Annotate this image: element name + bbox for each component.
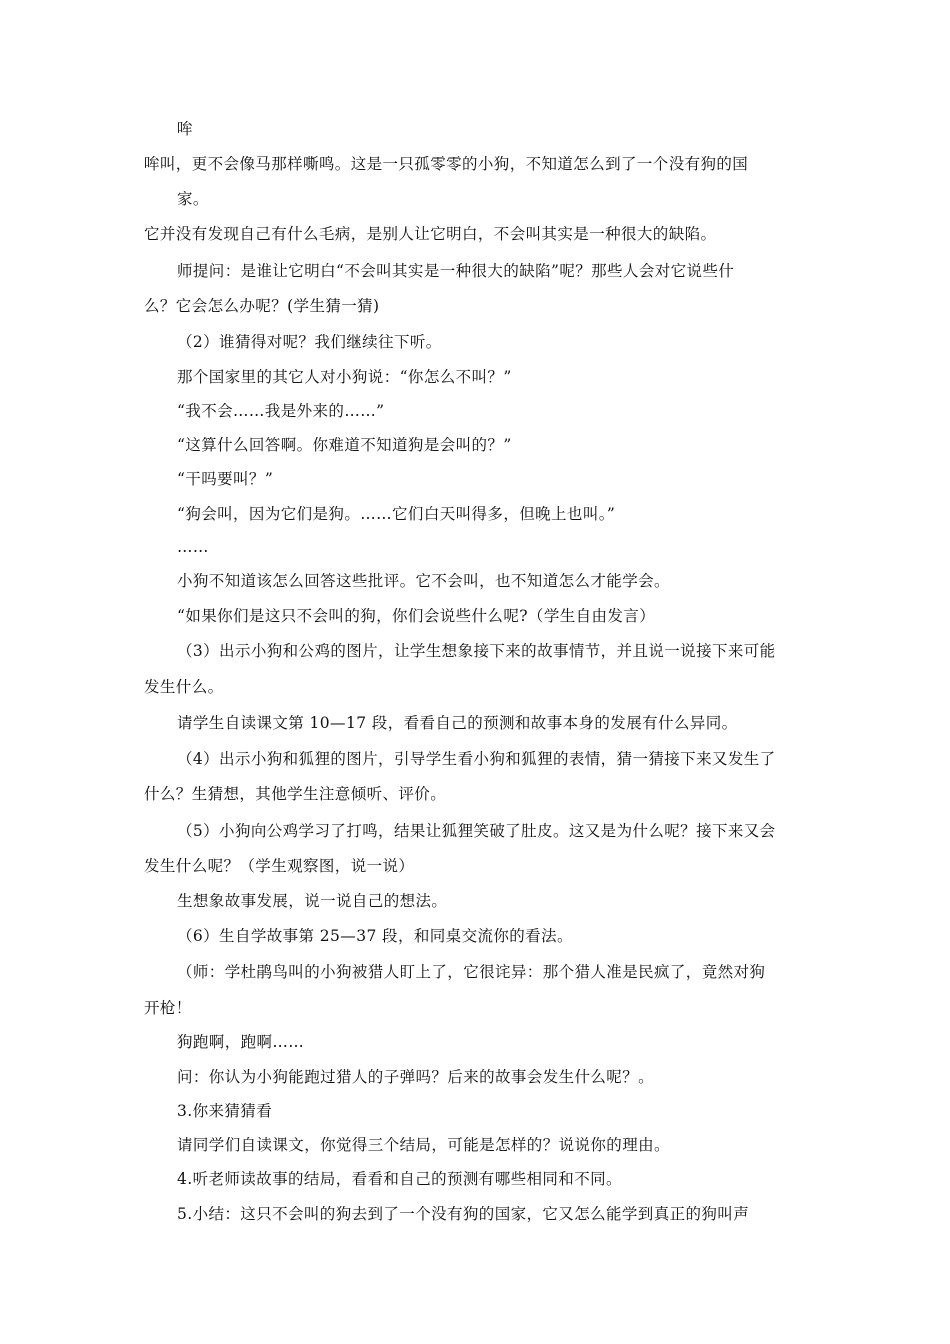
text-line: （3）出示小狗和公鸡的图片，让学生想象接下来的故事情节，并且说一说接下来可能 — [177, 642, 776, 660]
text-line: 哞 — [177, 120, 193, 138]
text-line: （5）小狗向公鸡学习了打鸣，结果让狐狸笑破了肚皮。这又是为什么呢？接下来又会 — [177, 822, 776, 840]
text-line: 请同学们自读课文，你觉得三个结局，可能是怎样的？说说你的理由。 — [177, 1136, 670, 1154]
text-line: 哞叫，更不会像马那样嘶鸣。这是一只孤零零的小狗，不知道怎么到了一个没有狗的国 — [144, 155, 749, 173]
text-line: 发生什么呢？（学生观察图，说一说） — [144, 857, 415, 875]
text-line: 5.小结：这只不会叫的狗去到了一个没有狗的国家，它又怎么能学到真正的狗叫声 — [177, 1205, 750, 1223]
text-line: …… — [177, 538, 209, 556]
text-line: “狗会叫，因为它们是狗。……它们白天叫得多，但晚上也叫。” — [177, 505, 616, 523]
text-line: “我不会……我是外来的……” — [177, 402, 385, 420]
text-line: 狗跑啊，跑啊…… — [177, 1033, 305, 1051]
text-line: 师提问：是谁让它明白“不会叫其实是一种很大的缺陷”呢？那些人会对它说些什 — [177, 262, 735, 280]
text-line: 家。 — [177, 190, 209, 208]
text-line: 请学生自读课文第 10—17 段，看看自己的预测和故事本身的发展有什么异同。 — [177, 714, 738, 732]
text-line: （4）出示小狗和狐狸的图片，引导学生看小狗和狐狸的表情，猜一猜接下来又发生了 — [177, 750, 776, 768]
text-line: “这算什么回答啊。你难道不知道狗是会叫的？” — [177, 436, 512, 454]
text-line: “干吗要叫？” — [177, 470, 274, 488]
text-line: 么？它会怎么办呢？(学生猜一猜) — [144, 297, 380, 315]
text-line: 小狗不知道该怎么回答这些批评。它不会叫，也不知道怎么才能学会。 — [177, 572, 670, 590]
text-line: （6）生自学故事第 25—37 段，和同桌交流你的看法。 — [177, 927, 573, 945]
text-line: 什么？生猜想，其他学生注意倾听、评价。 — [144, 785, 447, 803]
text-line: 那个国家里的其它人对小狗说：“你怎么不叫？” — [177, 368, 512, 386]
text-line: 4.听老师读故事的结局，看看和自己的预测有哪些相同和不同。 — [177, 1170, 622, 1188]
text-line: 发生什么。 — [144, 678, 224, 696]
text-line: 问：你认为小狗能跑过猎人的子弹吗？后来的故事会发生什么呢？。 — [177, 1068, 655, 1086]
text-line: 生想象故事发展，说一说自己的想法。 — [177, 892, 448, 910]
text-line: 它并没有发现自己有什么毛病，是别人让它明白，不会叫其实是一种很大的缺陷。 — [144, 225, 717, 243]
text-line: 3.你来猜猜看 — [177, 1102, 273, 1120]
text-line: “如果你们是这只不会叫的狗，你们会说些什么呢?（学生自由发言） — [177, 607, 656, 625]
text-line: 开枪！ — [144, 999, 192, 1017]
text-line: （师：学杜鹃鸟叫的小狗被猎人盯上了，它很诧异：那个猎人准是民疯了，竟然对狗 — [177, 963, 766, 981]
text-line: （2）谁猜得对呢？我们继续往下听。 — [177, 333, 442, 351]
